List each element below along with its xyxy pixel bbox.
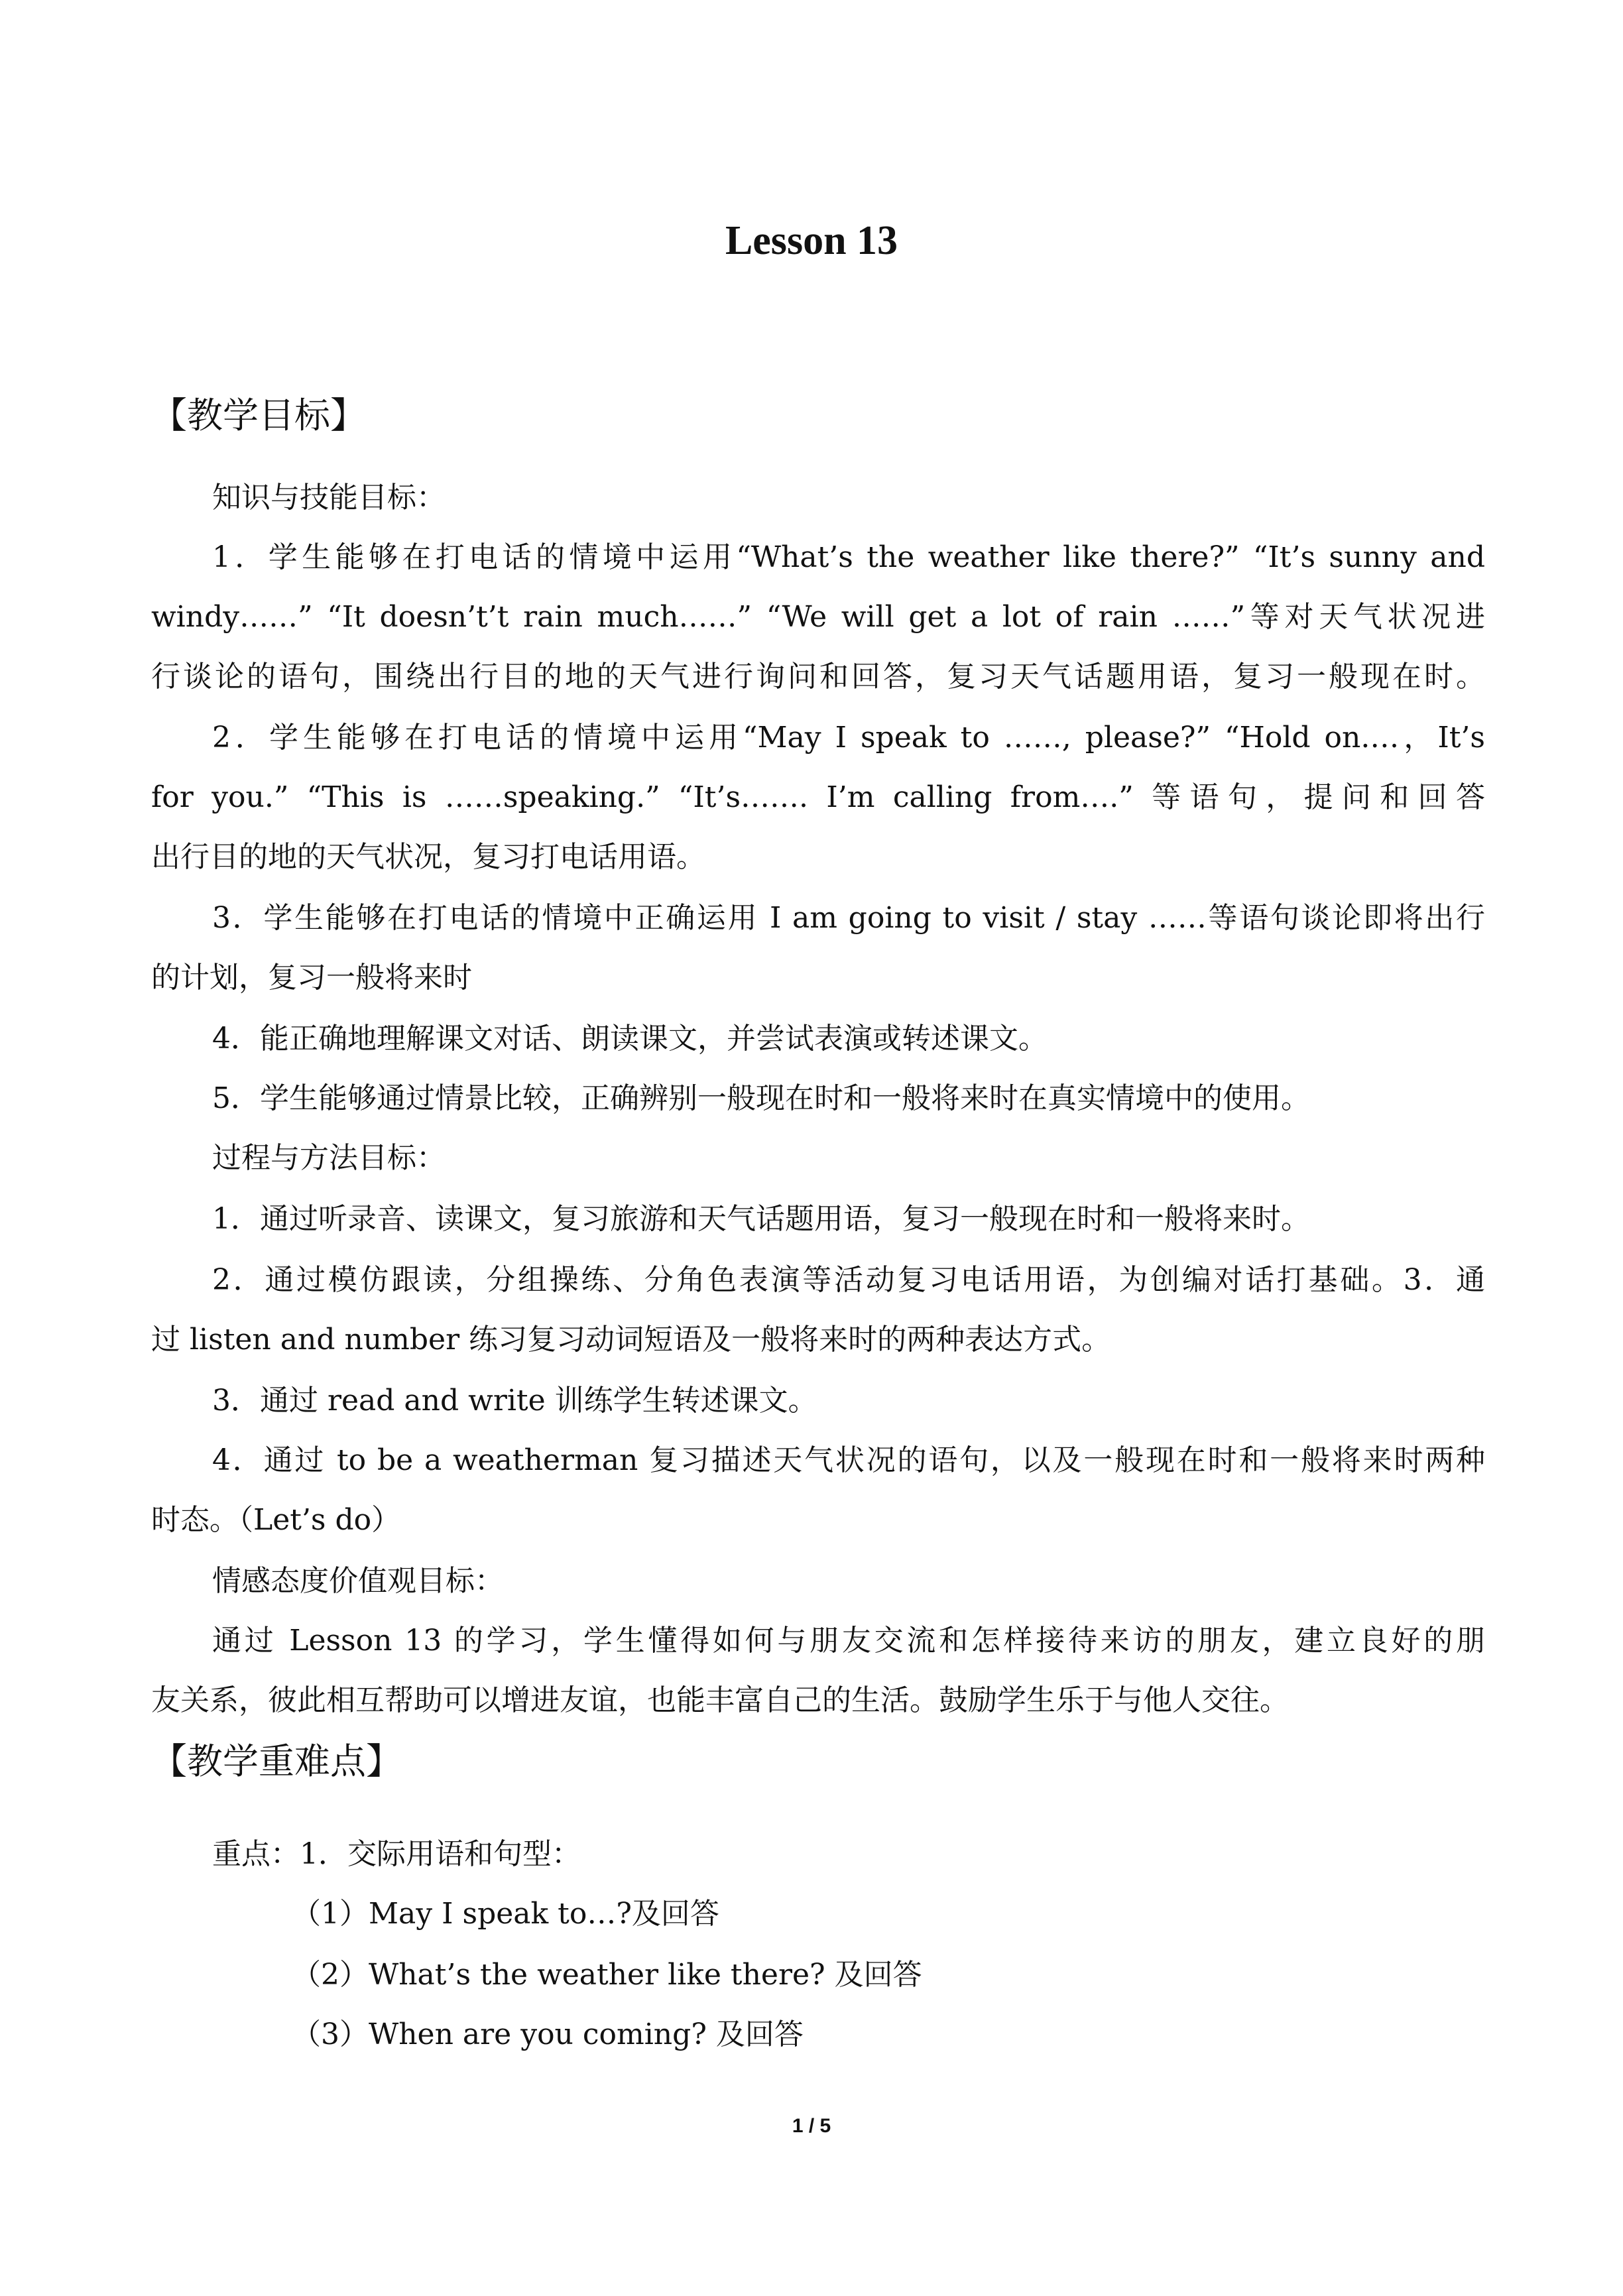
- paragraph-line: for you.” “This is ……speaking.” “It’s……. I’m calling from….” 等语句，提问和回答: [151, 780, 1485, 814]
- paragraph-line: 3．学生能够在打电话的情境中正确运用 I am going to visit / stay ……等语句谈论即将出行: [212, 901, 1485, 935]
- paragraph-line: 通过 Lesson 13 的学习，学生懂得如何与朋友交流和怎样接待来访的朋友，建立良好的朋: [212, 1624, 1485, 1658]
- paragraph-line: 知识与技能目标：: [212, 481, 446, 514]
- page-number: 1 / 5: [792, 2115, 831, 2137]
- paragraph-line: 5．学生能够通过情景比较，正确辨别一般现在时和一般将来时在真实情境中的使用。: [212, 1081, 1310, 1115]
- key-point-line: 重点：1．交际用语和句型：: [212, 1837, 581, 1871]
- paragraph-line: 的计划，复习一般将来时: [151, 961, 472, 995]
- document-title: Lesson 13: [725, 218, 898, 263]
- key-point-line: （1）May I speak to…?及回答: [292, 1897, 719, 1931]
- section-heading-objectives: 【教学目标】: [151, 394, 366, 436]
- paragraph-line: 时态。（Let’s do）: [151, 1503, 401, 1537]
- paragraph-line: 4．通过 to be a weatherman 复习描述天气状况的语句，以及一般现在时和一般将来时两种: [212, 1443, 1485, 1477]
- paragraph-line: 4．能正确地理解课文对话、朗读课文，并尝试表演或转述课文。: [212, 1022, 1048, 1056]
- paragraph-line: 过 listen and number 练习复习动词短语及一般将来时的两种表达方式。: [151, 1323, 1111, 1357]
- paragraph-line: 1．通过听录音、读课文，复习旅游和天气话题用语，复习一般现在时和一般将来时。: [212, 1202, 1310, 1236]
- key-point-line: （3）When are you coming? 及回答: [292, 2018, 804, 2051]
- paragraph-line: 1．学生能够在打电话的情境中运用“What’s the weather like there?” “It’s sunny and: [212, 540, 1485, 574]
- paragraph-line: 情感态度价值观目标：: [212, 1564, 504, 1598]
- paragraph-line: windy……” “It doesn’t’t rain much……” “We will get a lot of rain ……”等对天气状况进: [151, 600, 1485, 634]
- paragraph-line: 友关系，彼此相互帮助可以增进友谊，也能丰富自己的生活。鼓励学生乐于与他人交往。: [151, 1683, 1289, 1717]
- paragraph-line: 2．学生能够在打电话的情境中运用“May I speak to ……, please?” “Hold on.…，It’s: [212, 721, 1485, 755]
- paragraph-line: 过程与方法目标：: [212, 1141, 446, 1175]
- key-point-line: （2）What’s the weather like there? 及回答: [292, 1958, 922, 1992]
- paragraph-line: 出行目的地的天气状况，复习打电话用语。: [151, 840, 705, 874]
- paragraph-line: 行谈论的语句，围绕出行目的地的天气进行询问和回答，复习天气话题用语，复习一般现在时。: [151, 660, 1485, 694]
- paragraph-line: 2．通过模仿跟读，分组操练、分角色表演等活动复习电话用语，为创编对话打基础。3．通: [212, 1263, 1485, 1297]
- paragraph-line: 3．通过 read and write 训练学生转述课文。: [212, 1384, 817, 1418]
- section-heading-key-points: 【教学重难点】: [151, 1740, 402, 1782]
